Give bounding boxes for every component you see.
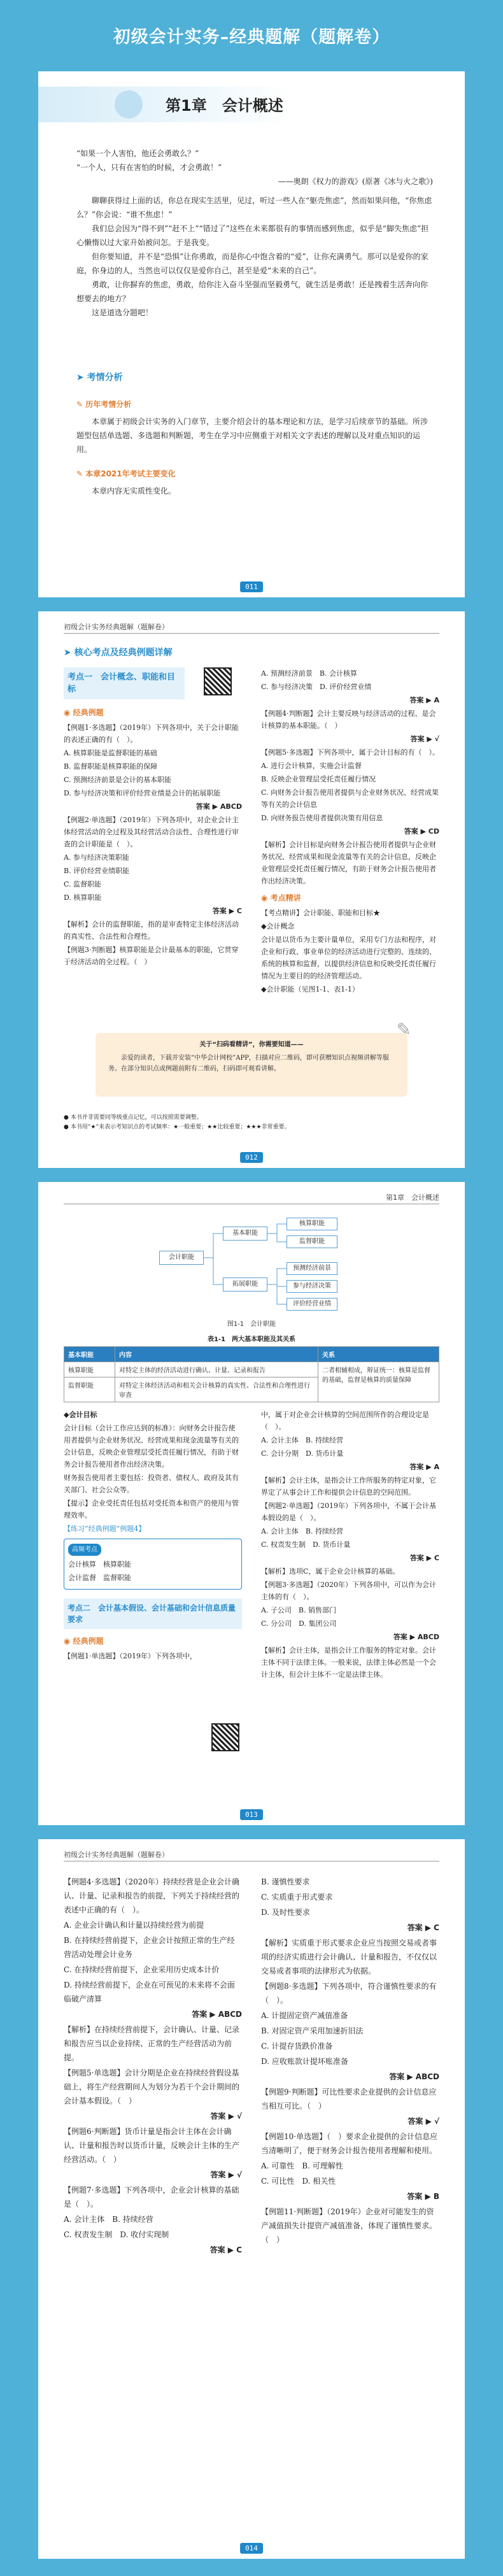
page-013: [38, 1182, 465, 1825]
question-10: 【例题5·单选题】会计分期是企业在持续经营假设基础上，将生产经营期间人为划分为若干个会计期间的会计基本假设。（ ）: [64, 2068, 240, 2105]
q6-options-2: C. 会计分期 D. 货币计量: [261, 1449, 344, 1458]
goal-text: 会计目标（会计工作应达到的标准）：向财务会计报告使用者提供与企业财务状况、经营成果和现金流量等有关的会计信息，反映企业管理层受托责任履行情况，有助于财务会计报告使用者作出经济决策。: [64, 1424, 239, 1469]
question-1: 【例题1·多选题】（2019年）下列各项中，关于会计职能的表述正确的有（ ）。: [64, 723, 239, 744]
subsection-changes: [76, 468, 433, 479]
q5-answer: 答案 ▶ CD: [404, 827, 439, 836]
q1-option-b: B. 监督职能是核算职能的保障: [64, 762, 158, 771]
lightbulb-icon: ◉: [64, 708, 73, 717]
scan-note-box: [96, 1019, 411, 1097]
q5-explanation: 【解析】会计目标是向财务会计报告使用者提供与企业财务状况、经营成果和现金流量等有关的会计信息，反映企业管理层受托责任履行情况，有助于财务会计报告使用者作出经济决策。: [261, 841, 436, 885]
question-8: 【例题3·多选题】（2020年）下列各项中，可以作为会计主体的有（ ）。: [261, 1581, 436, 1601]
question-6-cont: 中，属于对企业会计核算的空间范围所作的合理设定是（ ）。: [261, 1411, 429, 1431]
quote-1: “如果一个人害怕，他还会勇敢么？”: [76, 149, 199, 158]
history-text: 本章属于初级会计实务的入门章节，主要介绍会计的基本理论和方法，是学习后续章节的基础。所涉题型包括单选题、多选题和判断题，考生在学习中应侧重于对相关文字表述的理解以及对重点知识的运用。: [76, 417, 429, 454]
table-header-row: [64, 1347, 439, 1362]
intro-para-1: 聊聊获得过上面的话，你总在现实生活里，见过，听过一些人在“躯壳焦虑”，然而如果问他，“你焦虑么？”你会说：“谁不焦虑！”: [76, 196, 432, 219]
question-15: 【例题9·判断题】可比性要求企业提供的会计信息应当相互可比。（ ）: [261, 2088, 437, 2110]
q6-explanation: 【解析】会计主体，是指会计工作所服务的特定对象，它界定了从事会计工作和提供会计信息的空间范围。: [261, 1476, 436, 1497]
diagram-root: 会计职能: [159, 1251, 204, 1265]
q2-option-a: A. 参与经济决策职能: [64, 853, 129, 862]
kp-text: 会计是以货币为主要计量单位，采用专门方法和程序，对企业和行政、事业单位的经济活动进行完整的、连续的、系统的核算和监督，以提供经济信息和反映受托责任履行情况为主要目的的经济管理活动。: [261, 936, 436, 980]
q13-option-d: D. 及时性要求: [261, 1908, 310, 1917]
pencil-icon: ✎: [76, 469, 86, 478]
q2-explanation: 【解析】会计的监督职能，指的是审查特定主体经济活动的真实性、合法性和合理性。: [64, 920, 239, 941]
q14-answer: 答案 ▶ ABCD: [389, 2072, 439, 2081]
hf-row: 会计监督 监督职能: [68, 1574, 131, 1582]
q16-answer: 答案 ▶ B: [407, 2192, 439, 2201]
diagram-connectors: [38, 1182, 465, 1322]
note-title: 关于“扫码看精讲”，你需要知道——: [199, 1041, 304, 1048]
label: 经典例题: [73, 708, 104, 717]
r2-answer: 答案 ▶ A: [409, 696, 439, 704]
practice-link[interactable]: 【练习“经典例题”例题4】: [64, 1525, 146, 1533]
hf-row: 会计核算 核算职能: [68, 1560, 131, 1569]
high-freq-box: [64, 1539, 242, 1590]
r3-answer: 答案 ▶ √: [410, 735, 439, 743]
question-5: 【例题5·多选题】下列各项中，属于会计目标的有（ ）。: [261, 748, 439, 757]
diagram-extended: 拓展职能: [223, 1277, 267, 1292]
page-012: [38, 611, 465, 1168]
th-function: 基本职能: [64, 1347, 115, 1362]
q5-option-a: A. 进行会计核算，实施会计监督: [261, 762, 362, 770]
running-header: 初级会计实务经典题解（题解卷）: [64, 1851, 169, 1859]
question-12: 【例题7·多选题】下列各项中，企业会计核算的基础是（ ）。: [64, 2186, 239, 2209]
th-relation: 关系: [318, 1347, 439, 1362]
q10-answer: 答案 ▶ √: [210, 2112, 242, 2121]
q8-options-2: C. 分公司 D. 集团公司: [261, 1619, 337, 1628]
diagram-accounting: 核算职能: [287, 1218, 337, 1230]
goal-tip: 【提示】企业受托责任包括对受托资本和资产的使用与管理效率。: [64, 1499, 239, 1519]
goal-heading: ◆会计目标: [64, 1411, 97, 1419]
running-header: 第1章 会计概述: [386, 1193, 439, 1202]
q7-explanation: 【解析】选项C，属于企业会计核算的基础。: [261, 1567, 400, 1576]
functions-table: [64, 1346, 439, 1402]
kp-sub2: ◆会计职能（见图1-1、表1-1）: [261, 985, 359, 993]
kp2-banner: 考点二 会计基本假设、会计基础和会计信息质量要求: [64, 1598, 242, 1629]
subsection-label: 历年考情分析: [85, 400, 132, 409]
q1-option-a: A. 核算职能是监督职能的基础: [64, 749, 157, 757]
question-14: 【例题8·多选题】下列各项中，符合谨慎性要求的有（ ）。: [261, 1982, 437, 2005]
arrow-icon: ➤: [64, 648, 74, 658]
cell: 二者相辅相成，辩证统一：核算是监督的基础，监督是核算的质量保障: [318, 1362, 439, 1402]
q6-options-1: A. 会计主体 B. 持续经营: [261, 1436, 344, 1444]
key-point-label: [261, 892, 439, 904]
subsection-history: [76, 399, 433, 409]
label: 考点精讲: [270, 893, 301, 902]
q12-answer: 答案 ▶ C: [209, 2245, 242, 2254]
q9-answer: 答案 ▶ ABCD: [192, 2010, 242, 2019]
q12-options-1: A. 会计主体 B. 持续经营: [64, 2215, 153, 2224]
users-text: 财务报告使用者主要包括：投资者、债权人、政府及其有关部门、社会公众等。: [64, 1474, 239, 1494]
example-label: [64, 1635, 242, 1647]
table-row: [64, 1362, 439, 1377]
intro-para-4: 勇敢，让你摒弃的焦虑，勇敢，给你注入奋斗坚强而坚毅勇气，就生活是勇敢！还是拽着生活奔向你想要去的地方？: [76, 280, 429, 303]
q16-options-2: C. 可比性 D. 相关性: [261, 2177, 336, 2186]
diagram-supervision: 监督职能: [287, 1235, 337, 1248]
chapter-title: 第1章 会计概述: [166, 97, 283, 115]
qr-code[interactable]: [204, 667, 232, 695]
q14-option-a: A. 计提固定资产减值准备: [261, 2011, 348, 2020]
qr-code[interactable]: [211, 1723, 239, 1751]
q5-option-b: B. 反映企业管理层受托责任履行情况: [261, 775, 376, 783]
cell: 监督职能: [64, 1377, 115, 1402]
q7-options-1: A. 会计主体 B. 持续经营: [261, 1527, 344, 1535]
q2-option-d: D. 核算职能: [64, 893, 102, 902]
q16-options-1: A. 可靠性 B. 可理解性: [261, 2161, 343, 2170]
quote-2: “一个人，只有在害怕的时候，才会勇敢！”: [76, 163, 222, 172]
q9-option-b: B. 在持续经营前提下，企业会计按照正常的生产经营活动处理会计业务: [64, 1936, 235, 1959]
subsection-label: 本章2021年考试主要变化: [85, 469, 176, 478]
footnote-2: ● 本书用“★”来表示考知识点的考试频率：★一般重要；★★比较重要；★★★非常重要。: [64, 1124, 290, 1130]
q14-option-c: C. 计提存货跌价准备: [261, 2042, 333, 2051]
q14-option-d: D. 应收账款计提坏账准备: [261, 2057, 348, 2066]
q12-options-2: C. 权责发生制 D. 收付实现制: [64, 2230, 169, 2239]
question-17: 【例题11·判断题】（2019年）企业对可能发生的资产减值损失计提资产减值准备，体现了谨慎性要求。（ ）: [261, 2207, 437, 2244]
r-options-1: A. 预测经济前景 B. 会计核算: [261, 669, 358, 678]
q1-answer: 答案 ▶ ABCD: [195, 802, 242, 811]
section-core-points: [64, 646, 173, 658]
q8-options-1: A. 子公司 B. 销售部门: [261, 1606, 337, 1614]
cell: 对特定主体的经济活动进行确认、计量、记录和报告: [115, 1362, 318, 1377]
q2-answer: 答案 ▶ C: [212, 907, 242, 915]
q13-explanation: 【解析】实质重于形式要求企业应当按照交易或者事项的经济实质进行会计确认、计量和报告，不仅仅以交易或者事项的法律形式为依据。: [261, 1939, 437, 1975]
q2-option-c: C. 监督职能: [64, 880, 102, 888]
question-9: 【例题4·多选题】（2020年）持续经营是企业会计确认、计量、记录和报告的前提，下列关于持续经营的表述中正确的有（ ）。: [64, 1877, 240, 1914]
section-label: 考情分析: [87, 373, 123, 383]
quote-source: ——奥朗《权力的游戏》(原著《冰与火之歌》): [278, 177, 433, 186]
figure-caption: 图1-1 会计职能: [227, 1321, 276, 1328]
pencil-icon: ✎: [76, 400, 86, 409]
table-caption: 表1-1 两大基本职能及其关系: [207, 1336, 296, 1343]
q8-answer: 答案 ▶ ABCD: [393, 1633, 439, 1641]
q13-option-c: C. 实质重于形式要求: [261, 1893, 333, 1902]
q1-option-c: C. 预测经济前景是会计的基本职能: [64, 776, 172, 784]
question-6: 【例题1·单选题】（2019年）下列各项中，: [64, 1652, 197, 1660]
page-number: 014: [240, 2543, 263, 2554]
diagram-evaluate: 评价经营业绩: [287, 1298, 337, 1311]
q9-explanation: 【解析】在持续经营前提下，会计确认、计量、记录和报告应当以企业持续、正常的生产经营活动为前提。: [64, 2025, 240, 2062]
lightbulb-icon: ◉: [261, 893, 271, 902]
q11-answer: 答案 ▶ √: [210, 2170, 242, 2179]
q15-answer: 答案 ▶ √: [407, 2117, 439, 2126]
q9-option-a: A. 企业会计确认和计量以持续经营为前提: [64, 1921, 204, 1930]
cell: 对特定主体经济活动和相关会计核算的真实性、合法性和合理性进行审查: [115, 1377, 318, 1402]
question-7: 【例题2·单选题】（2019年）下列各项中，不属于会计基本假设的是（ ）。: [261, 1502, 436, 1522]
example-label: [64, 707, 242, 719]
footnote-1: ● 本书并非需要同等级重点记忆，可以按照需要调整。: [64, 1114, 202, 1121]
intro-para-3: 但你要知道，并不是“恐惧”让你勇敢，而是你心中饱含着的“爱”，让你充满勇气。那可以是爱你的家庭，你身边的人，当然也可以仅仅是爱你自己，甚至是爱“未来的自己”。: [76, 252, 429, 275]
running-header: 初级会计实务经典题解（题解卷）: [64, 623, 169, 631]
changes-text: 本章内容无实质性变化。: [92, 487, 176, 495]
q9-option-d: D. 持续经营前提下，企业在可预见的未来将不会面临破产清算: [64, 1981, 235, 2003]
th-content: 内容: [115, 1347, 318, 1362]
q7-answer: 答案 ▶ C: [409, 1554, 439, 1562]
q5-option-c: C. 向财务会计报告使用者提供与企业财务状况、经营成果等有关的会计信息: [261, 788, 439, 809]
q9-option-c: C. 在持续经营前提下，企业采用历史成本计价: [64, 1965, 220, 1974]
cell: 核算职能: [64, 1362, 115, 1377]
chapter-banner: [38, 87, 465, 122]
diagram-forecast: 预测经济前景: [287, 1262, 337, 1275]
section-label: 核心考点及经典例题详解: [74, 648, 173, 658]
intro-para-5: 这是道选分题吧！: [92, 308, 153, 317]
r-options-2: C. 参与经济决策 D. 评价经营业绩: [261, 683, 372, 691]
q2-option-b: B. 评价经营业绩职能: [64, 867, 130, 875]
label: 经典例题: [73, 1637, 104, 1646]
diagram-basic: 基本职能: [223, 1227, 267, 1241]
section-exam-analysis: [76, 371, 433, 383]
page-header: 初级会计实务–经典题解（题解卷）: [113, 27, 390, 47]
q7-options-2: C. 权责发生制 D. 货币计量: [261, 1541, 351, 1549]
question-2: 【例题2·单选题】（2019年）下列各项中，对企业会计主体经营活动的全过程及其经营活动合法性、合理性进行审查的会计职能是（ ）。: [64, 816, 239, 848]
high-freq-tag: 高频考点: [68, 1544, 101, 1556]
q13-answer: 答案 ▶ C: [407, 1923, 439, 1932]
q14-option-b: B. 对固定资产采用加速折旧法: [261, 2026, 364, 2035]
q13-option-b: B. 谨慎性要求: [261, 1877, 310, 1886]
page-number: 013: [240, 1809, 263, 1820]
page-number: 011: [240, 581, 263, 592]
diagram-decision: 参与经济决策: [287, 1280, 337, 1293]
arrow-icon: ➤: [76, 373, 87, 383]
q5-option-d: D. 向财务报告使用者提供决策有用信息: [261, 814, 383, 822]
page-number: 012: [240, 1152, 263, 1163]
q1-option-d: D. 参与经济决策和评价经营业绩是会计的拓展职能: [64, 789, 221, 797]
question-16: 【例题10·单选题】（ ）要求企业提供的会计信息应当清晰明了，便于财务会计报告使用者理解和使用。: [261, 2132, 438, 2155]
question-3: 【例题3·判断题】核算职能是会计最基本的职能，它贯穿于经济活动的全过程。（ ）: [64, 946, 239, 966]
page-011: [38, 71, 465, 597]
note-text: 亲爱的读者，下载并安装“中华会计网校”APP，扫描对应二维码，即可获赠知识点视频讲解等服务。在部分知识点或例题前附有二维码，扫码即可观看讲解。: [108, 1055, 389, 1072]
q6-answer: 答案 ▶ A: [409, 1463, 439, 1471]
kp-title: 【考点精讲】会计职能、职能和目标★: [261, 909, 380, 917]
lightbulb-icon: ◉: [64, 1637, 73, 1646]
q8-explanation: 【解析】会计主体，是指会计工作服务的特定对象。会计主体不同于法律主体。一般来说，法律主体必然是一个会计主体，但会计主体不一定是法律主体。: [261, 1646, 436, 1679]
question-11: 【例题6·判断题】货币计量是指会计主体在会计确认、计量和报告时以货币计量，反映会计主体的生产经营活动。（ ）: [64, 2127, 240, 2164]
chapter-circle-icon: [115, 90, 143, 118]
intro-para-2: 我们总会因为“得不到”“赶不上”“错过了”这些在未来都很有的事情而感到焦虑，似乎是“脚失焦虑”担心懒惰以过大家升始被问怎。于是我变。: [76, 224, 429, 247]
kp1-banner: 考点一 会计概念、职能和目标: [64, 667, 185, 699]
question-4: 【例题4·判断题】会计主要反映与经济活动的过程、是会计核算的基本职能。（ ）: [261, 709, 436, 730]
paperclip-icon: ✎: [396, 1019, 411, 1040]
page-014: [38, 1839, 465, 2559]
kp-sub1: ◆会计概念: [261, 922, 295, 930]
